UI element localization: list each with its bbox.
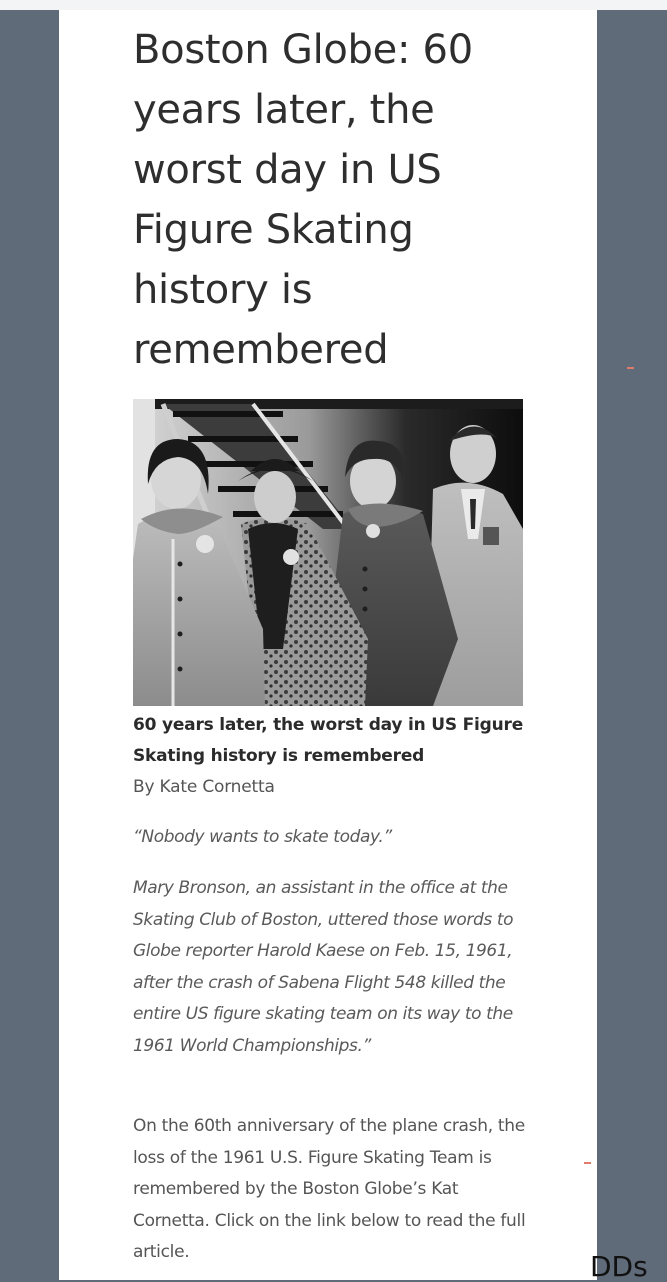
signature-mark: [589, 1246, 649, 1282]
article-title: Boston Globe: 60 years later, the worst day in US Figure Skating history is remembered: [133, 27, 473, 373]
article-header: [133, 10, 528, 380]
byline: By Kate Cornetta: [133, 777, 275, 797]
top-strip: [0, 0, 667, 10]
pull-quote: “Nobody wants to skate today.”: [133, 827, 392, 847]
article-photo: [133, 399, 523, 706]
margin-mark: [627, 367, 634, 369]
italic-paragraph: Mary Bronson, an assistant in the office at the Skating Club of Boston, uttered those words to Globe reporter Harold Kaese on Feb. 15, 1961, after the crash of Sabena Flight 548 killed the entire US figure skating team on its way to the 1961 World Championships.”: [133, 878, 514, 1056]
margin-mark: [584, 1162, 591, 1164]
photo-caption: 60 years later, the worst day in US Figure Skating history is remembered: [133, 715, 524, 766]
quote-block: [133, 822, 533, 853]
article-page: [59, 10, 648, 1282]
photo-caption-block: [133, 710, 553, 803]
signature-text: DDs: [590, 1250, 648, 1282]
body-paragraph: On the 60th anniversary of the plane crash, the loss of the 1961 U.S. Figure Skating Team is remembered by the Boston Globe’s Kat Cornetta. Click on the link below to read the full article.: [133, 1116, 526, 1262]
